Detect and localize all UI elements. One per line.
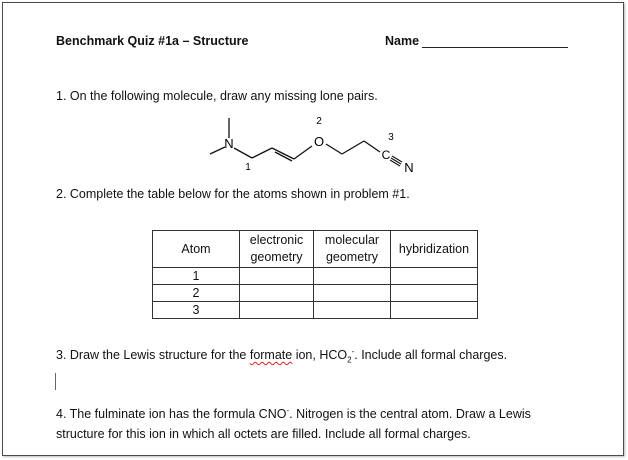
atom-label-2: 2: [316, 116, 322, 127]
atom-oxygen: O: [313, 134, 325, 149]
molecule-structure: [200, 112, 430, 176]
text-cursor[interactable]: [55, 373, 56, 390]
bond-o-c: [326, 144, 342, 154]
name-blank-line: [422, 47, 568, 48]
cell-molecular-geometry[interactable]: [314, 268, 391, 285]
bond-c-c2: [342, 141, 364, 154]
header-hybridization: hybridization: [391, 231, 478, 268]
header-atom: Atom: [153, 231, 240, 268]
question-2: 2. Complete the table below for the atoms shown in problem #1.: [56, 187, 410, 201]
table-row: [153, 268, 478, 285]
row-atom-number: 3: [153, 302, 240, 319]
atom-nitrogen-nitrile: N: [404, 160, 414, 175]
geometry-table: [152, 230, 478, 319]
cell-electronic-geometry[interactable]: [240, 302, 314, 319]
row-atom-number: 2: [153, 285, 240, 302]
bond-n-methyl-left: [210, 147, 225, 154]
atom-label-3: 3: [388, 132, 394, 143]
double-bond-main: [272, 148, 294, 159]
cell-electronic-geometry[interactable]: [240, 285, 314, 302]
bond-c-o: [294, 146, 312, 159]
table-row: [153, 285, 478, 302]
question-1: 1. On the following molecule, draw any missing lone pairs.: [56, 89, 378, 103]
header-electronic-geometry: electronic geometry: [240, 231, 314, 268]
header-molecular-geometry: molecular geometry: [314, 231, 391, 268]
cell-hybridization[interactable]: [391, 285, 478, 302]
question-3: 3. Draw the Lewis structure for the formate ion, $HCO_2^-$. Include all formal charges.: [56, 346, 508, 365]
cell-molecular-geometry[interactable]: [314, 285, 391, 302]
cell-hybridization[interactable]: [391, 268, 478, 285]
row-atom-number: 1: [153, 268, 240, 285]
cell-molecular-geometry[interactable]: [314, 302, 391, 319]
atom-nitrogen: N: [224, 136, 234, 151]
cell-hybridization[interactable]: [391, 302, 478, 319]
table-row: [153, 302, 478, 319]
bond-n-c: [234, 148, 252, 158]
atom-label-1: 1: [245, 162, 251, 173]
atom-carbon-nitrile: C: [381, 148, 391, 162]
bond-c-c: [252, 148, 272, 158]
bond-c-nitrile-carbon: [364, 141, 380, 152]
question-4-line-2: structure for this ion in which all octets are filled. Include all formal charges.: [56, 427, 471, 441]
table-header-row: [153, 231, 478, 268]
name-label: Name: [385, 34, 420, 48]
question-4-line-1: 4. The fulminate ion has the formula CNO-. Nitrogen is the central atom. Draw a Lewis: [56, 405, 531, 421]
spellcheck-word-formate: formate: [249, 348, 293, 362]
quiz-title: Benchmark Quiz #1a – Structure: [56, 34, 249, 48]
cell-electronic-geometry[interactable]: [240, 268, 314, 285]
quiz-page: [2, 2, 624, 456]
